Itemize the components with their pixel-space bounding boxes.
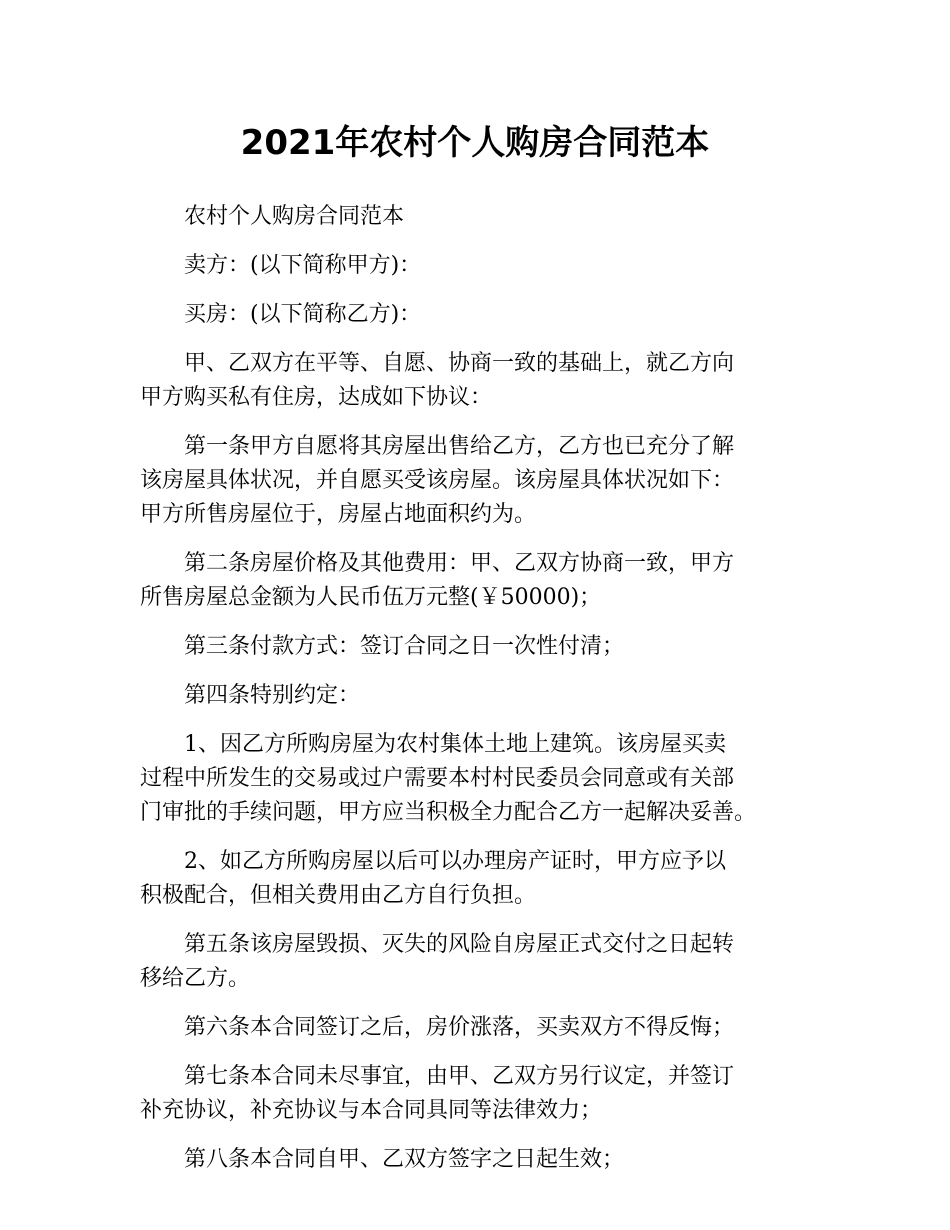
paragraph-line: 第一条甲方自愿将其房屋出售给乙方，乙方也已充分了解: [184, 434, 735, 459]
paragraph-article-5: [140, 928, 840, 996]
paragraph-article-7: [140, 1060, 840, 1128]
paragraph-line: 第七条本合同未尽事宜，由甲、乙双方另行议定，并签订: [184, 1064, 735, 1089]
paragraph-heading: [140, 200, 840, 234]
paragraph-line: 门审批的手续问题，甲方应当积极全力配合乙方一起解决妥善。: [140, 800, 757, 825]
paragraph-article-6: [140, 1011, 840, 1045]
paragraph-line: 第六条本合同签订之后，房价涨落，买卖双方不得反悔；: [184, 1015, 735, 1040]
document-title: 2021年农村个人购房合同范本: [240, 123, 710, 163]
paragraph-line: 该房屋具体状况，并自愿买受该房屋。该房屋具体状况如下：: [140, 468, 735, 493]
paragraph-clause-1: [140, 728, 840, 830]
paragraph-line: 甲方购买私有住房，达成如下协议：: [140, 385, 493, 410]
paragraph-article-1: [140, 430, 840, 532]
document-body: [140, 200, 840, 1192]
paragraph-line: 移给乙方。: [140, 966, 251, 991]
paragraph-article-4: [140, 679, 840, 713]
paragraph-preamble: [140, 347, 840, 415]
paragraph-line: 所售房屋总金额为人民币伍万元整(￥50000)；: [140, 585, 602, 610]
paragraph-line: 第八条本合同自甲、乙双方签字之日起生效；: [184, 1147, 625, 1172]
paragraph-line: 甲、乙双方在平等、自愿、协商一致的基础上，就乙方向: [184, 351, 735, 376]
paragraph-line: 农村个人购房合同范本: [184, 204, 405, 229]
paragraph-article-2: [140, 547, 840, 615]
paragraph-article-8: [140, 1143, 840, 1177]
paragraph-line: 补充协议，补充协议与本合同具同等法律效力；: [140, 1098, 603, 1123]
paragraph-line: 买房：(以下简称乙方)：: [184, 302, 422, 327]
paragraph-line: 第三条付款方式：签订合同之日一次性付清；: [184, 634, 625, 659]
paragraph-line: 第二条房屋价格及其他费用：甲、乙双方协商一致，甲方: [184, 551, 735, 576]
paragraph-article-3: [140, 630, 840, 664]
paragraph-buyer: [140, 298, 840, 332]
paragraph-line: 第四条特别约定：: [184, 683, 361, 708]
paragraph-line: 第五条该房屋毁损、灭失的风险自房屋正式交付之日起转: [184, 932, 735, 957]
paragraph-line: 卖方：(以下简称甲方)：: [184, 253, 422, 278]
paragraph-line: 2、如乙方所购房屋以后可以办理房产证时，甲方应予以: [184, 849, 726, 874]
paragraph-line: 过程中所发生的交易或过户需要本村村民委员会同意或有关部: [140, 766, 735, 791]
paragraph-line: 甲方所售房屋位于，房屋占地面积约为。: [140, 502, 537, 527]
paragraph-seller: [140, 249, 840, 283]
paragraph-line: 1、因乙方所购房屋为农村集体土地上建筑。该房屋买卖: [184, 732, 726, 757]
paragraph-clause-2: [140, 845, 840, 913]
paragraph-line: 积极配合，但相关费用由乙方自行负担。: [140, 883, 537, 908]
